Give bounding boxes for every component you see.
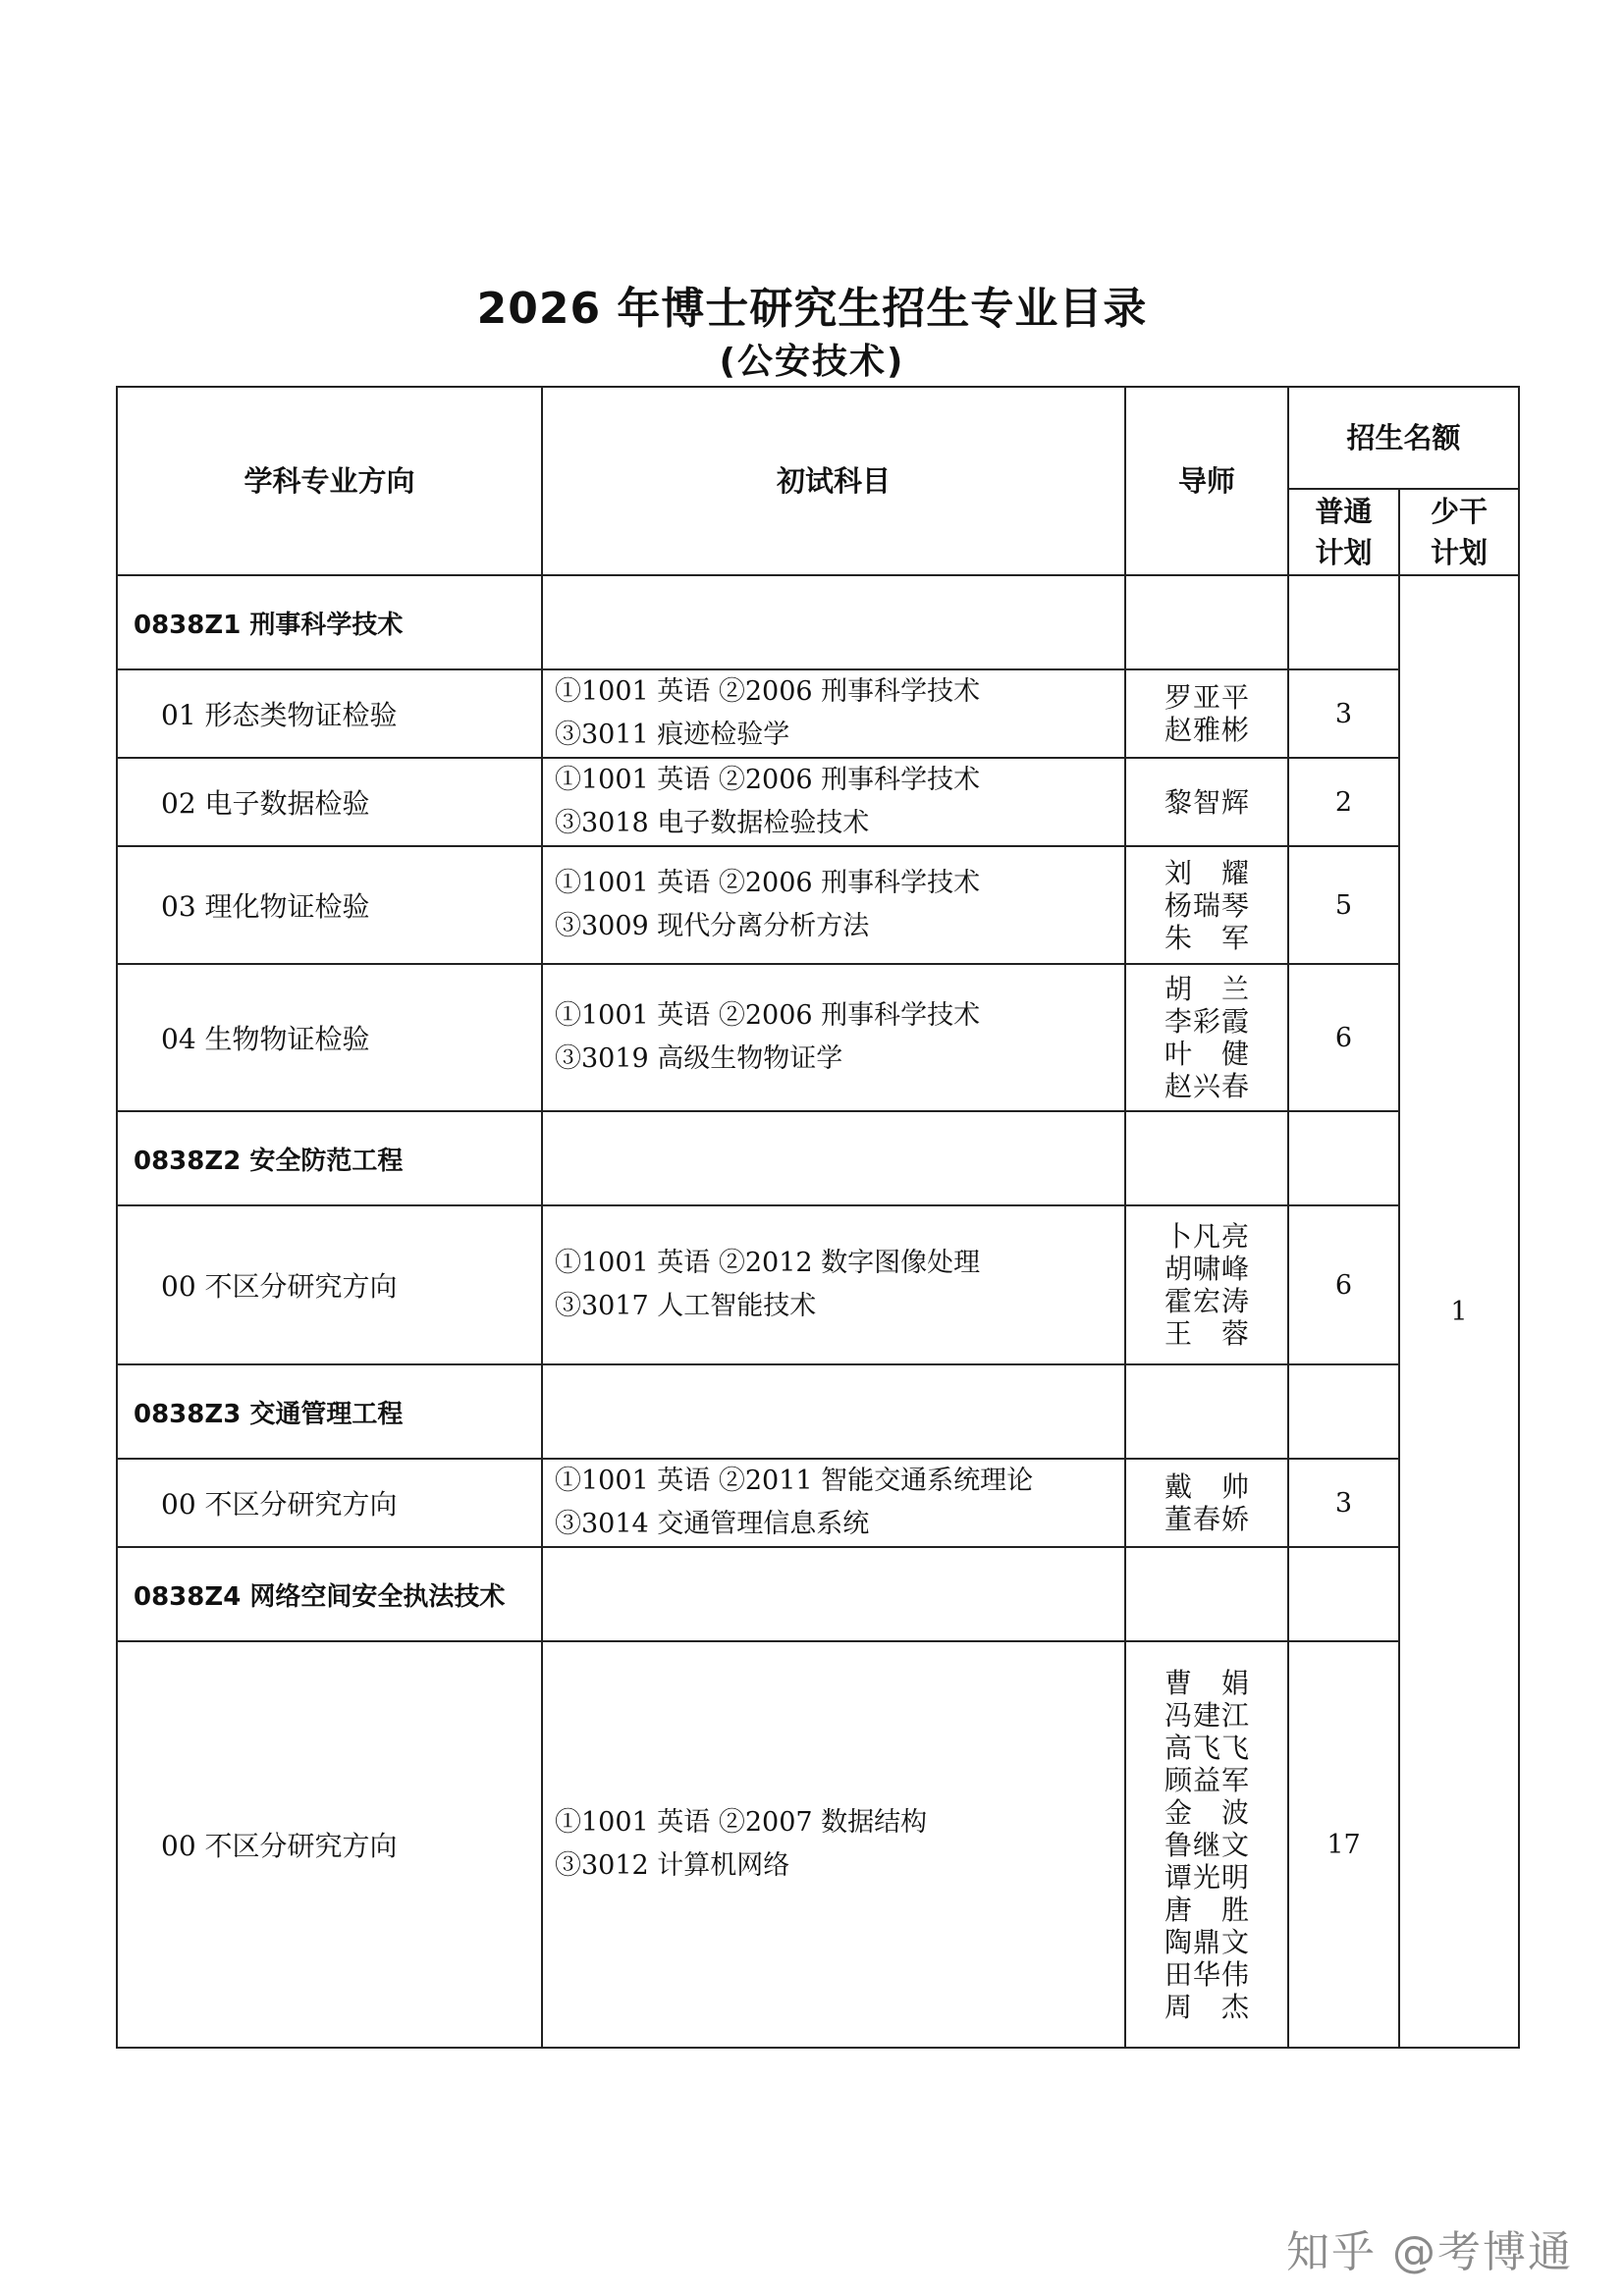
exam-line: ①1001 英语 ②2011 智能交通系统理论 [555,1466,1034,1496]
minority-quota: 1 [1399,575,1519,2048]
exam-line: ①1001 英语 ②2006 刑事科学技术 [555,868,981,898]
exam-line: ③3012 计算机网络 [555,1850,790,1881]
supervisor-list [1125,1459,1288,1547]
direction-name: 04 生物物证检验 [117,964,542,1111]
regular-quota: 2 [1288,758,1399,846]
header-exam: 初试科目 [542,387,1125,575]
direction-row [117,1205,1519,1364]
direction-row [117,1459,1519,1547]
supervisor-name: 谭光明 [1164,1860,1249,1894]
direction-name: 01 形态类物证检验 [117,669,542,758]
header-quota: 招生名额 [1288,387,1519,489]
exam-subjects [542,1205,1125,1364]
exam-cell-empty [542,1547,1125,1641]
supervisor-cell-empty [1125,575,1288,669]
regular-quota: 17 [1288,1641,1399,2048]
catalog-body [117,575,1519,2048]
supervisor-name: 胡兰 [1164,973,1249,1005]
watermark: 知乎 @考博通 [1286,2227,1573,2277]
supervisor-name: 杨瑞琴 [1164,888,1249,922]
regular-quota: 3 [1288,1459,1399,1547]
supervisor-list [1125,669,1288,758]
supervisor-name: 李彩霞 [1164,1005,1249,1038]
exam-line: ③3014 交通管理信息系统 [555,1509,870,1539]
supervisor-list [1125,1641,1288,2048]
quota-cell-empty [1288,1364,1399,1459]
exam-line: ③3009 现代分离分析方法 [555,911,870,941]
exam-line: ③3019 高级生物物证学 [555,1043,843,1074]
supervisor-list [1125,1205,1288,1364]
quota-cell-empty [1288,1547,1399,1641]
supervisor-name: 刘耀 [1164,856,1249,889]
exam-line: ①1001 英语 ②2006 刑事科学技术 [555,1000,981,1031]
major-row [117,575,1519,669]
supervisor-name: 戴帅 [1164,1470,1249,1503]
exam-subjects [542,1641,1125,2048]
exam-line: ③3018 电子数据检验技术 [555,808,870,838]
exam-cell-empty [542,1111,1125,1205]
supervisor-name: 高飞飞 [1164,1731,1249,1764]
supervisor-list [1125,964,1288,1111]
direction-row [117,846,1519,964]
regular-quota: 5 [1288,846,1399,964]
exam-subjects [542,1459,1125,1547]
regular-quota: 3 [1288,669,1399,758]
supervisor-name: 赵兴春 [1164,1070,1249,1102]
regular-quota: 6 [1288,1205,1399,1364]
supervisor-name: 卜凡亮 [1164,1220,1249,1253]
header-supervisor: 导师 [1125,387,1288,575]
direction-name: 00 不区分研究方向 [117,1641,542,2048]
major-name: 0838Z1 刑事科学技术 [117,575,542,669]
major-name: 0838Z2 安全防范工程 [117,1111,542,1205]
catalog-table [116,386,1520,2049]
supervisor-list [1125,846,1288,964]
direction-name: 00 不区分研究方向 [117,1459,542,1547]
header-regular: 普通计划 [1288,489,1399,575]
supervisor-name: 黎智辉 [1164,785,1249,819]
direction-row [117,1641,1519,2048]
supervisor-name: 冯建江 [1164,1698,1249,1732]
supervisor-cell-empty [1125,1364,1288,1459]
direction-row [117,669,1519,758]
quota-cell-empty [1288,575,1399,669]
exam-subjects [542,964,1125,1111]
supervisor-name: 金波 [1164,1795,1249,1829]
exam-subjects [542,758,1125,846]
supervisor-cell-empty [1125,1547,1288,1641]
exam-line: ①1001 英语 ②2007 数据结构 [555,1807,928,1838]
supervisor-list [1125,758,1288,846]
page-subtitle: (公安技术) [719,342,905,382]
direction-name: 02 电子数据检验 [117,758,542,846]
exam-line: ①1001 英语 ②2006 刑事科学技术 [555,765,981,795]
exam-cell-empty [542,1364,1125,1459]
supervisor-name: 曹娟 [1164,1666,1249,1699]
direction-name: 03 理化物证检验 [117,846,542,964]
exam-subjects [542,846,1125,964]
supervisor-name: 赵雅彬 [1164,714,1249,746]
direction-row [117,758,1519,846]
exam-line: ③3011 痕迹检验学 [555,720,790,750]
supervisor-name: 叶健 [1164,1038,1249,1070]
supervisor-name: 陶鼎文 [1164,1925,1249,1958]
exam-subjects [542,669,1125,758]
major-row [117,1364,1519,1459]
direction-name: 00 不区分研究方向 [117,1205,542,1364]
supervisor-name: 罗亚平 [1164,681,1249,714]
major-name: 0838Z3 交通管理工程 [117,1364,542,1459]
exam-line: ①1001 英语 ②2012 数字图像处理 [555,1248,981,1278]
major-row [117,1111,1519,1205]
supervisor-name: 田华伟 [1164,1957,1249,1991]
major-name: 0838Z4 网络空间安全执法技术 [117,1547,542,1641]
supervisor-name: 朱军 [1164,921,1249,954]
supervisor-name: 顾益军 [1164,1763,1249,1796]
major-row [117,1547,1519,1641]
supervisor-name: 周杰 [1164,1990,1249,2023]
regular-quota: 6 [1288,964,1399,1111]
supervisor-name: 霍宏涛 [1164,1285,1249,1317]
supervisor-name: 鲁继文 [1164,1828,1249,1861]
supervisor-name: 董春娇 [1164,1503,1249,1535]
header-major: 学科专业方向 [117,387,542,575]
supervisor-name: 唐胜 [1164,1893,1249,1926]
supervisor-name: 胡啸峰 [1164,1253,1249,1285]
exam-line: ①1001 英语 ②2006 刑事科学技术 [555,676,981,707]
quota-cell-empty [1288,1111,1399,1205]
page-title: 2026 年博士研究生招生专业目录 [476,284,1148,334]
exam-line: ③3017 人工智能技术 [555,1291,817,1321]
direction-row [117,964,1519,1111]
supervisor-name: 王蓉 [1164,1317,1249,1350]
header-minority: 少干计划 [1399,489,1519,575]
exam-cell-empty [542,575,1125,669]
supervisor-cell-empty [1125,1111,1288,1205]
